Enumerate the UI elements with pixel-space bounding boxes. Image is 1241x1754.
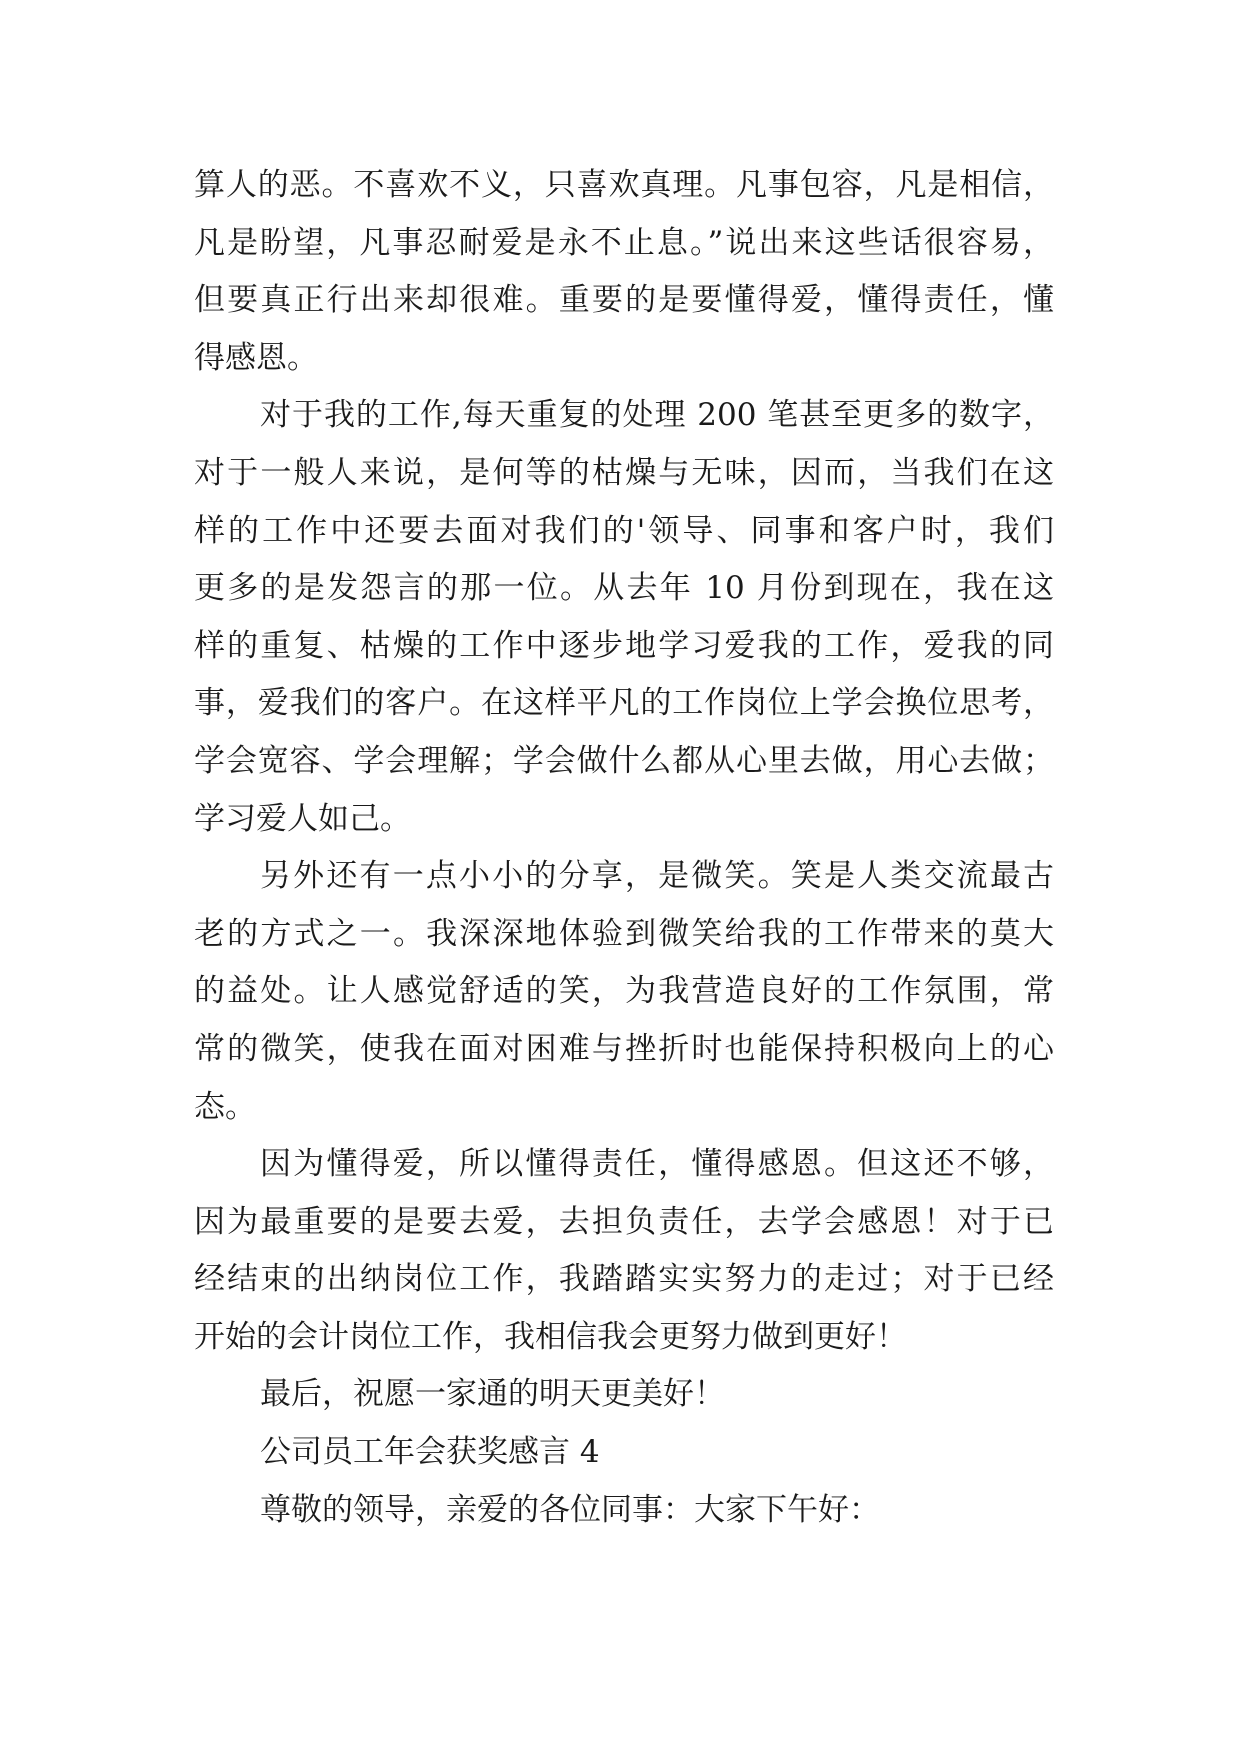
text-line: 的益处。让人感觉舒适的笑，为我营造良好的工作氛围，常 <box>194 973 1054 1010</box>
text-line: 常的微笑，使我在面对困难与挫折时也能保持积极向上的心 <box>194 1030 1054 1067</box>
text-line: 另外还有一点小小的分享，是微笑。笑是人类交流最古 <box>260 858 1054 895</box>
text-line: 对于一般人来说，是何等的枯燥与无味，因而，当我们在这 <box>194 454 1054 491</box>
section-heading: 公司员工年会获奖感言 4 <box>260 1434 600 1471</box>
text-line: 学会宽容、学会理解；学会做什么都从心里去做，用心去做； <box>194 742 1054 779</box>
text-line: 得感恩。 <box>194 339 318 376</box>
text-line: 开始的会计岗位工作，我相信我会更努力做到更好！ <box>194 1318 907 1355</box>
text-line: 尊敬的领导，亲爱的各位同事：大家下午好： <box>260 1491 880 1528</box>
text-line: 态。 <box>194 1088 256 1125</box>
text-line: 最后，祝愿一家通的明天更美好！ <box>260 1376 725 1413</box>
text-line: 因为最重要的是要去爱，去担负责任，去学会感恩！对于已 <box>194 1203 1054 1240</box>
text-line: 事，爱我们的客户。在这样平凡的工作岗位上学会换位思考， <box>194 685 1054 722</box>
text-line: 更多的是发怨言的那一位。从去年 10 月份到现在，我在这 <box>194 570 1054 607</box>
text-line: 对于我的工作,每天重复的处理 200 笔甚至更多的数字， <box>260 397 1054 434</box>
text-line: 因为懂得爱，所以懂得责任，懂得感恩。但这还不够， <box>260 1146 1054 1183</box>
document-body <box>194 157 1054 1539</box>
text-line: 经结束的出纳岗位工作，我踏踏实实努力的走过；对于已经 <box>194 1261 1054 1298</box>
text-line: 学习爱人如己。 <box>194 800 411 837</box>
text-line: 样的工作中还要去面对我们的'领导、同事和客户时，我们 <box>194 512 1054 549</box>
text-line: 但要真正行出来却很难。重要的是要懂得爱，懂得责任，懂 <box>194 282 1054 319</box>
text-line: 凡是盼望，凡事忍耐爱是永不止息。”说出来这些话很容易， <box>194 224 1054 261</box>
text-line: 样的重复、枯燥的工作中逐步地学习爱我的工作，爱我的同 <box>194 627 1054 664</box>
text-line: 算人的恶。不喜欢不义，只喜欢真理。凡事包容，凡是相信， <box>194 167 1054 203</box>
text-line: 老的方式之一。我深深地体验到微笑给我的工作带来的莫大 <box>194 915 1054 952</box>
